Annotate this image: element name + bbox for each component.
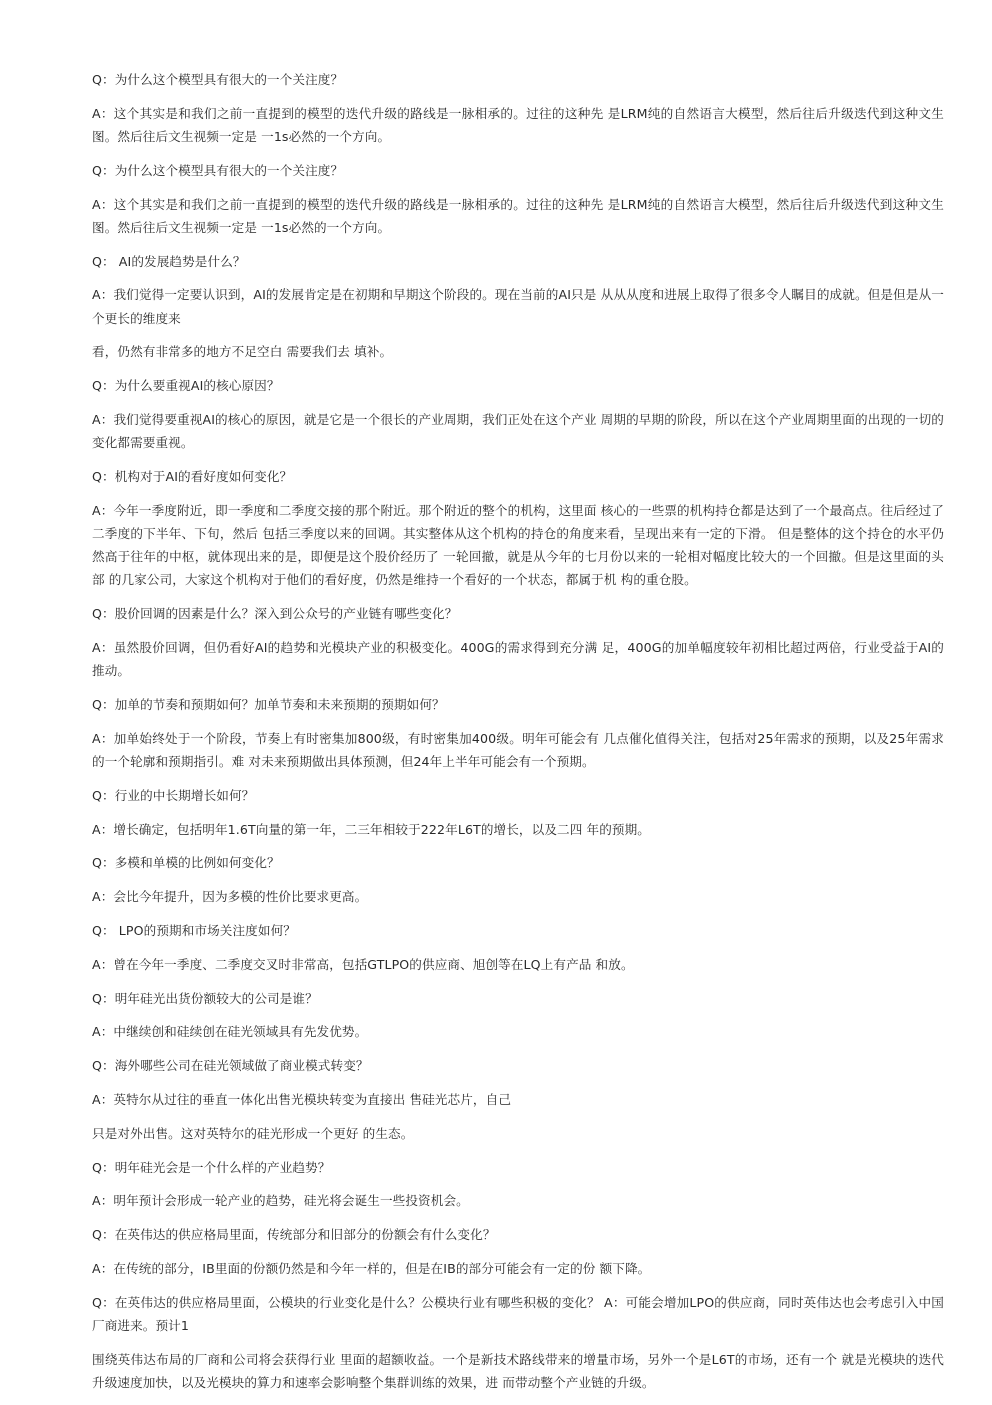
answer-text: A：会比今年提升，因为多模的性价比要求更高。: [92, 889, 368, 905]
question-text: Q：为什么这个模型具有很大的一个关注度？: [92, 72, 344, 87]
question-text: Q：在英伟达的供应格局里面，传统部分和旧部分的份额会有什么变化？: [92, 1227, 496, 1243]
answer-text: A：中继续创和硅续创在硅光领域具有先发优势。: [92, 1024, 368, 1040]
question-text: Q：明年硅光会是一个什么样的产业趋势？: [92, 1159, 331, 1175]
answer-text: A：今年一季度附近，即一季度和二季度交接的那个附近。那个附近的整个的机构，这里面 核心的一些票的机构持仓都是达到了一个最高点。往后经过了二季度的下半年、下旬，然后 包括三季度以来的回调。其实整体从这个机构的持仓的角度来看，呈现出来有一定的下滑。 但是整体的这个持仓的水平仍然高于往年的中枢，就体现出来的是，即便是这个股价经历了 一轮回撤，就是从今年的七月份以来的一轮相对幅度比较大的一个回撤。但是这里面的头部 的几家公司，大家这个机构对于他们的看好度，仍然是维持一个看好的一个状态，都属于机 构的重仓股。: [92, 502, 944, 588]
answer-text: A：明年预计会形成一轮产业的趋势，硅光将会诞生一些投资机会。: [92, 1193, 469, 1209]
answer-text: A：我们觉得要重视AI的核心的原因，就是它是一个很长的产业周期，我们正处在这个产业 周期的早期的阶段，所以在这个产业周期里面的出现的一切的变化都需要重视。: [92, 411, 944, 451]
answer-text: A：曾在今年一季度、二季度交叉时非常高，包括GTLPO的供应商、旭创等在LQ上有产品 和放。: [92, 956, 634, 972]
answer-text: A：我们觉得一定要认识到，AI的发展肯定是在初期和早期这个阶段的。现在当前的AI只是 从从从度和进展上取得了很多令人瞩目的成就。但是但是从一个更长的维度来: [92, 287, 944, 326]
answer-text: A：英特尔从过往的垂直一体化出售光模块转变为直接出 售硅光芯片，自己: [92, 1091, 512, 1107]
continuation-text: 看，仍然有非常多的地方不足空白 需要我们去 填补。: [92, 344, 393, 360]
continuation-text: 围绕英伟达布局的厂商和公司将会获得行业 里面的超额收益。一个是新技术路线带来的增量市场，另外一个是L6T的市场，还有一个 就是光模块的迭代升级速度加快，以及光模块的算力和速率会影响整个集群训练的效果，进 而带动整个产业链的升级。: [92, 1351, 944, 1390]
question-text: Q：为什么这个模型具有很大的一个关注度？: [92, 162, 344, 178]
question-text: Q：行业的中长期增长如何？: [92, 787, 255, 803]
answer-text: A：加单始终处于一个阶段，节奏上有时密集加800级，有时密集加400级。明年可能会有 几点催化值得关注，包括对25年需求的预期，以及25年需求的一个轮廓和预期指引。难 对未来预期做出具体预测，但24年上半年可能会有一个预期。: [92, 730, 944, 769]
answer-text: A：增长确定，包括明年1.6T向量的第一年，二三年相较于222年L6T的增长，以及二四 年的预期。: [92, 821, 650, 837]
answer-text: A：在传统的部分，IB里面的份额仍然是和今年一样的，但是在IB的部分可能会有一定的份 额下降。: [92, 1260, 651, 1276]
question-text: Q：多模和单模的比例如何变化？: [92, 855, 280, 871]
question-text: Q：明年硅光出货份额较大的公司是谁？: [92, 990, 318, 1006]
answer-text: A：这个其实是和我们之前一直提到的模型的迭代升级的路线是一脉相承的。过往的这种先 是LRM纯的自然语言大模型，然后往后升级迭代到这种文生图。然后往后文生视频一定是 一1s必然的一个方向。: [92, 196, 944, 235]
continuation-text: 只是对外出售。这对英特尔的硅光形成一个更好 的生态。: [92, 1125, 414, 1141]
question-answer-text: Q：在英伟达的供应格局里面，公模块的行业变化是什么？公模块行业有哪些积极的变化？ A：可能会增加LPO的供应商，同时英伟达也会考虑引入中国厂商进来。预计1: [92, 1294, 944, 1333]
question-text: Q：海外哪些公司在硅光领域做了商业模式转变？: [92, 1058, 369, 1074]
answer-text: A：这个其实是和我们之前一直提到的模型的迭代升级的路线是一脉相承的。过往的这种先 是LRM纯的自然语言大模型，然后往后升级迭代到这种文生图。然后往后文生视频一定是 一1s必然的一个方向。: [92, 105, 944, 144]
question-text: Q： AI的发展趋势是什么？: [92, 253, 246, 269]
question-text: Q： LPO的预期和市场关注度如何？: [92, 922, 296, 938]
document-body: [92, 68, 944, 1405]
answer-text: A：虽然股价回调，但仍看好AI的趋势和光模块产业的积极变化。400G的需求得到充分满 足，400G的加单幅度较年初相比超过两倍，行业受益于AI的推动。: [92, 639, 944, 679]
question-text: Q：股价回调的因素是什么？深入到公众号的产业链有哪些变化？: [92, 606, 458, 622]
question-text: Q：为什么要重视AI的核心原因？: [92, 378, 280, 394]
question-text: Q：机构对于AI的看好度如何变化？: [92, 468, 293, 484]
question-text: Q：加单的节奏和预期如何？加单节奏和未来预期的预期如何？: [92, 696, 445, 712]
